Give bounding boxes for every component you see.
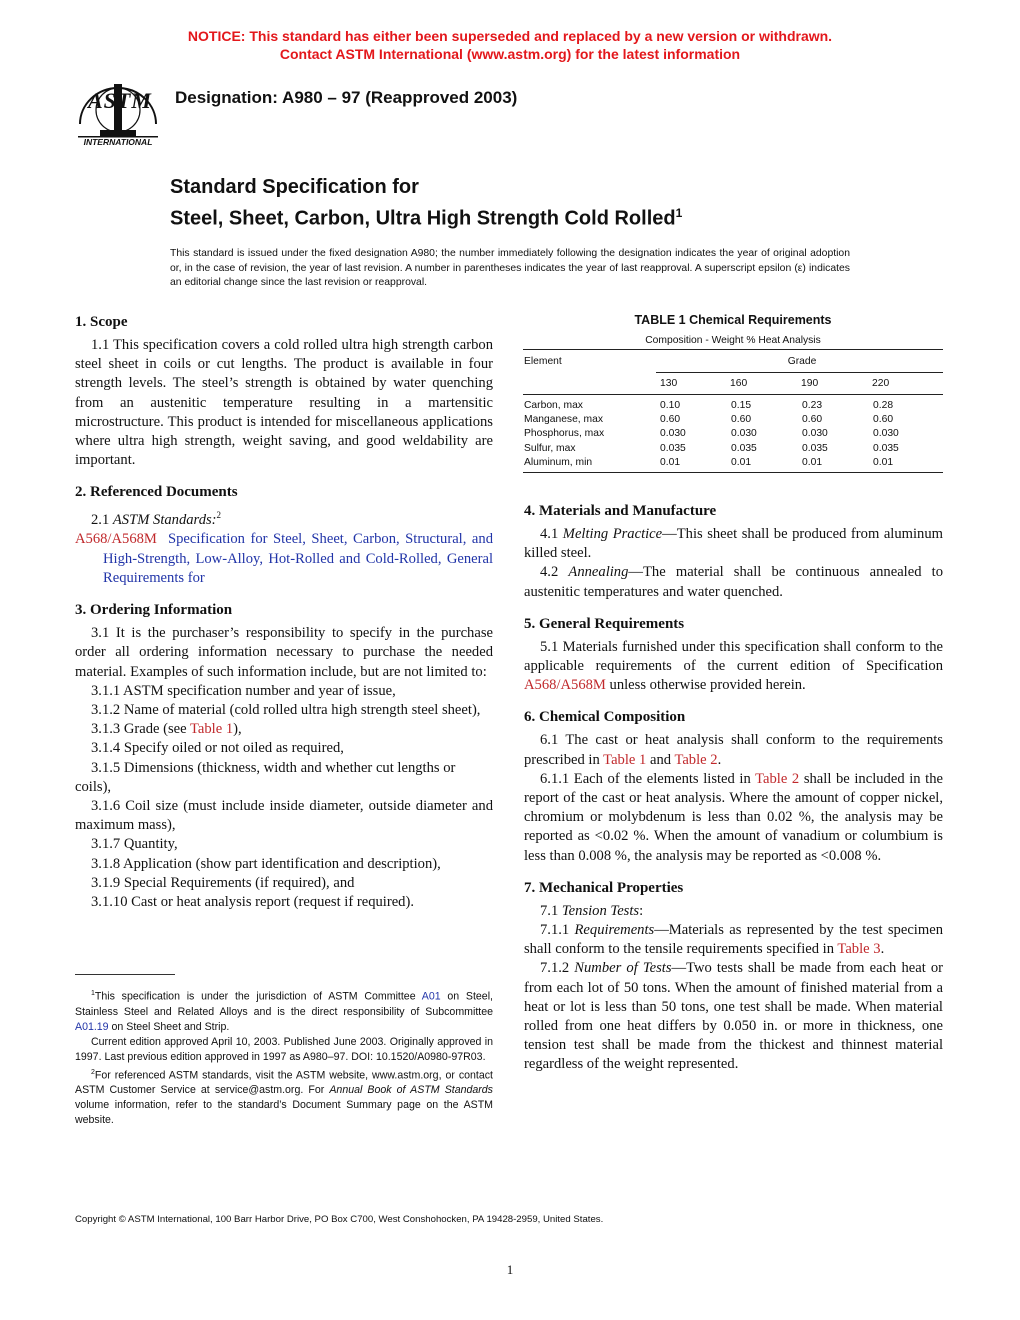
section-7-1-1: [524, 921, 943, 959]
element-cell: Phosphorus, max: [524, 428, 605, 440]
copyright: Copyright © ASTM International, 100 Barr Harbor Drive, PO Box C700, West Conshohocken, PA 19428-2959, United States.: [75, 1214, 604, 1225]
value-cell: 0.035: [660, 442, 686, 454]
value-cell: 0.60: [660, 413, 681, 425]
section-6-1-mid: and: [646, 751, 675, 768]
withdrawal-notice: [0, 27, 1020, 63]
section-4-1-title: Melting Practice: [562, 526, 663, 542]
ref-a568: [75, 530, 493, 588]
grade-160: 160: [730, 378, 748, 389]
a568-link[interactable]: A568/A568M: [524, 677, 606, 694]
left-column: [75, 312, 493, 912]
value-cell: 0.035: [731, 442, 757, 454]
section-7-1-1-end: .: [880, 941, 885, 958]
footnote-1: [75, 986, 493, 1035]
section-7-1-num: 7.1: [540, 902, 562, 919]
section-3-1-3-text: 3.1.3 Grade (see: [91, 721, 191, 738]
section-3-1: 3.1 It is the purchaser’s responsibility to specify in the purchase order all ordering information necessary to purchase the needed material. Examples of such information include, but are not limited to:: [75, 625, 493, 680]
right-column: [524, 501, 943, 1075]
value-cell: 0.035: [873, 442, 899, 454]
footnote-2-book: Annual Book of ASTM Standards: [329, 1084, 493, 1097]
section-5-1-end: unless otherwise provided herein.: [605, 677, 806, 694]
table-1-link[interactable]: Table 1: [603, 751, 647, 768]
footnote-1-marker: 1: [91, 990, 95, 997]
logo-subtext: INTERNATIONAL: [83, 137, 153, 147]
value-cell: 0.01: [802, 456, 823, 468]
table-1-header-rule: [523, 394, 943, 395]
table-row: [524, 427, 943, 441]
section-4-1-num: 4.1: [540, 526, 563, 542]
page-number: 1: [506, 1262, 514, 1277]
table-1-grade-header: Grade: [787, 356, 817, 367]
grade-130: 130: [660, 378, 678, 389]
ref-a568-title[interactable]: Specification for Steel, Sheet, Carbon, Structural, and High-Strength, Low-Alloy, Hot-Rolled and Cold-Rolled, General Requirements for: [103, 531, 493, 586]
section-3-1-7: 3.1.7 Quantity,: [91, 836, 178, 853]
logo-text: ASTM: [88, 88, 152, 113]
title-line-1: Standard Specification for: [170, 176, 419, 198]
element-cell: Manganese, max: [524, 413, 603, 425]
notice-line-2: Contact ASTM International (www.astm.org) for the latest information: [279, 46, 741, 62]
subcommittee-a01-19-link[interactable]: A01.19: [75, 1020, 109, 1033]
footnote-1-text-b: on Steel, Stainless Steel and Related Alloys and is the direct responsibility of Subcommittee: [75, 990, 493, 1018]
footnote-2-text-a: For referenced ASTM standards, visit the ASTM website, www.astm.org, or contact ASTM Customer Service at service@astm.org. For: [75, 1069, 493, 1097]
element-cell: Carbon, max: [524, 399, 583, 411]
section-2-1-title: ASTM Standards:: [112, 512, 217, 529]
section-1-1: 1.1 This specification covers a cold rolled ultra high strength carbon steel sheet in coils or cut lengths. The product is available in four strength levels. The steel’s strength is obtained by water quenching from an austenitic temperature resulting in a martensitic microstructure. This product is intended for miscellaneous applications where ultra high strength, weight saving, and good weldability are important.: [75, 337, 493, 469]
grade-220: 220: [872, 378, 890, 389]
table-3-link[interactable]: Table 3: [837, 941, 881, 958]
table-1-link[interactable]: Table 1: [190, 721, 234, 738]
section-6-1-1-num: 6.1.1 Each of the elements listed in: [540, 770, 756, 787]
title-line-2: [170, 200, 682, 232]
section-7-1-1-text: —Materials as represented by the test specimen shall conform to the tensile requirements specified in: [524, 922, 943, 958]
footnote-ref-2: 2: [216, 510, 222, 521]
astm-logo: [74, 74, 162, 150]
value-cell: 0.10: [660, 399, 681, 411]
designation: Designation: A980 – 97 (Reapproved 2003): [175, 88, 518, 107]
footnote-2-marker: 2: [91, 1068, 95, 1076]
section-7-1: [524, 902, 943, 921]
section-3-1-1: 3.1.1 ASTM specification number and year of issue,: [91, 682, 396, 699]
table-2-link[interactable]: Table 2: [674, 751, 718, 768]
table-row: [524, 455, 943, 469]
section-3-1-10: 3.1.10 Cast or heat analysis report (request if required).: [91, 893, 414, 910]
value-cell: 0.23: [802, 399, 823, 411]
value-cell: 0.030: [731, 428, 757, 440]
element-cell: Sulfur, max: [524, 442, 576, 454]
section-4-heading: 4. Materials and Manufacture: [524, 503, 717, 519]
table-1-grade-rule: [656, 372, 943, 373]
section-5-1-text: 5.1 Materials furnished under this specification shall conform to the applicable requirements of the current edition of Specification: [524, 638, 943, 675]
section-3-1-9: 3.1.9 Special Requirements (if required), and: [91, 874, 355, 891]
section-7-1-2-title: Number of Tests: [574, 960, 672, 977]
value-cell: 0.035: [802, 442, 828, 454]
section-2-heading: 2. Referenced Documents: [75, 484, 238, 501]
footnote-1-text-c: on Steel Sheet and Strip.: [108, 1020, 230, 1033]
value-cell: 0.01: [660, 456, 681, 468]
value-cell: 0.01: [731, 456, 752, 468]
section-4-2-num: 4.2: [540, 564, 569, 581]
footnote-2-text-b: volume information, refer to the standard’s Document Summary page on the ASTM website.: [75, 1099, 493, 1127]
value-cell: 0.01: [873, 456, 894, 468]
section-3-1-4: 3.1.4 Specify oiled or not oiled as required,: [91, 740, 344, 757]
section-5-heading: 5. General Requirements: [524, 615, 685, 632]
section-4-2-text: —The material shall be continuous annealed to austenitic temperatures and water quenched.: [524, 564, 944, 600]
table-1-top-rule: [523, 349, 943, 350]
footnote-1-text-a: This specification is under the jurisdiction of ASTM Committee: [94, 990, 422, 1003]
section-3-1-5: 3.1.5 Dimensions (thickness, width and whether cut lengths or coils),: [75, 759, 456, 795]
section-3-heading: 3. Ordering Information: [75, 602, 233, 619]
element-cell: Aluminum, min: [524, 456, 593, 468]
table-1-bottom-rule: [523, 472, 943, 473]
value-cell: 0.15: [731, 399, 752, 411]
title-text: Steel, Sheet, Carbon, Ultra High Strength Cold Rolled: [170, 207, 676, 230]
section-4-1-text: —This sheet shall be produced from aluminum killed steel.: [524, 526, 944, 562]
section-4-2-title: Annealing: [568, 564, 629, 581]
section-6-1-1: [524, 770, 943, 866]
section-6-heading: 6. Chemical Composition: [524, 709, 686, 726]
footnote-1-edition: Current edition approved April 10, 2003. Published June 2003. Originally approved in 1997. Last previous edition approved in 1997 as A980–97. DOI: 10.1520/A0980-97R03.: [75, 1035, 493, 1063]
footnote-separator: [75, 974, 175, 975]
value-cell: 0.60: [873, 413, 894, 425]
value-cell: 0.60: [731, 413, 752, 425]
footnotes: [75, 986, 493, 1128]
value-cell: 0.28: [873, 399, 894, 411]
section-3-1-8: 3.1.8 Application (show part identification and description),: [91, 855, 441, 872]
value-cell: 0.60: [802, 413, 823, 425]
table-1-element-header: Element: [524, 356, 562, 367]
section-6-1-end: .: [717, 751, 722, 768]
section-6-1: [524, 731, 943, 769]
value-cell: 0.030: [660, 428, 686, 440]
section-7-1-2-text: —Two tests shall be made from each heat or from each lot of 50 tons. When the amount of finished material from a heat or lot is less than 50 tons, one test shall be made. When material rolled from one heat differs by 0.050 in. or more in thickness, one tension test shall be made from the thickest and thinnest material regardless of the weight represented.: [524, 960, 943, 1073]
section-7-1-1-num: 7.1.1: [540, 922, 575, 939]
section-7-1-end: :: [639, 902, 644, 919]
section-3-1-6: 3.1.6 Coil size (must include inside diameter, outside diameter and maximum mass),: [75, 797, 493, 834]
section-7-1-title: Tension Tests: [561, 902, 640, 919]
section-7-heading: 7. Mechanical Properties: [524, 879, 684, 896]
table-row: [524, 398, 943, 412]
section-1-heading: 1. Scope: [75, 314, 128, 330]
table-row: [524, 441, 943, 455]
table-2-link[interactable]: Table 2: [755, 770, 800, 787]
section-6-1-1-text: shall be included in the report of the cast or heat analysis. Where the amount of copper nickel, chromium or molybdenum is less than 0.02 %, the analysis may be reported as <0.02 %. When the amount of vanadium or columbium is less than 0.008 %, the analysis may be reported as <0.008 %.: [524, 770, 944, 864]
section-2-1-num: 2.1: [91, 512, 113, 529]
section-5-1: [524, 638, 943, 696]
notice-line-1: NOTICE: This standard has either been superseded and replaced by a new version or withdrawn.: [187, 28, 833, 44]
section-7-1-2-num: 7.1.2: [540, 960, 575, 977]
section-4-2: [524, 563, 943, 601]
table-row: [524, 412, 943, 426]
title-footnote-ref: 1: [675, 206, 683, 220]
table-1-subcaption: Composition - Weight % Heat Analysis: [645, 335, 821, 346]
section-3-1-3: [75, 720, 493, 739]
section-3-1-3-end: ),: [233, 721, 242, 738]
section-7-1-1-title: Requirements: [574, 922, 655, 939]
section-4-1: [524, 525, 943, 563]
section-7-1-2: [524, 959, 943, 1074]
ref-a568-code[interactable]: A568/A568M: [75, 531, 157, 548]
value-cell: 0.030: [873, 428, 899, 440]
section-2-1: [75, 506, 493, 530]
committee-a01-link[interactable]: A01: [421, 990, 441, 1003]
value-cell: 0.030: [802, 428, 828, 440]
standard-intro: This standard is issued under the fixed designation A980; the number immediately following the designation indicates the year of original adoption or, in the case of revision, the year of last revision. A number in parentheses indicates the year of last reapproval. A superscript epsilon (ε) indicates an editorial change since the last revision or reapproval.: [170, 248, 850, 288]
table-1-body: [524, 398, 943, 469]
footnote-2: [75, 1065, 493, 1129]
section-6-1-text: 6.1 The cast or heat analysis shall conform to the requirements prescribed in: [524, 732, 943, 768]
grade-190: 190: [801, 378, 819, 389]
section-3-1-2: 3.1.2 Name of material (cold rolled ultra high strength steel sheet),: [91, 701, 481, 718]
table-1-caption: TABLE 1 Chemical Requirements: [634, 313, 832, 327]
table-1: [523, 312, 943, 468]
